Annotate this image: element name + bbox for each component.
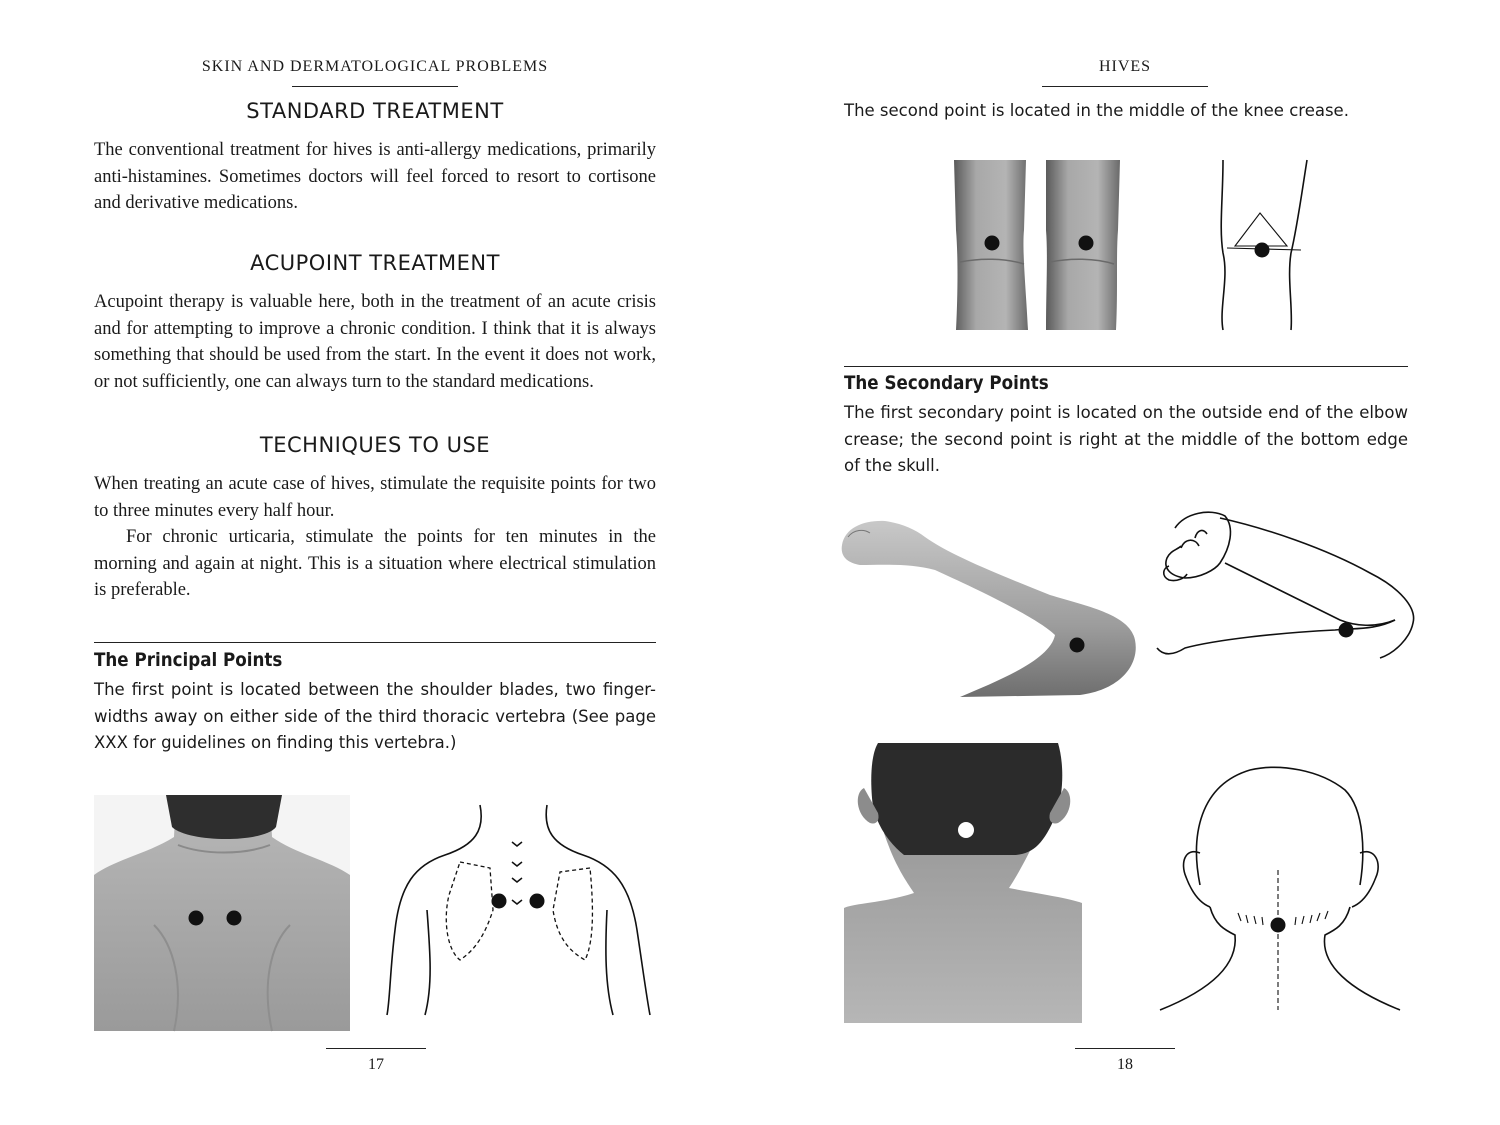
knee-photo xyxy=(950,160,1122,330)
heading-standard-treatment: STANDARD TREATMENT xyxy=(246,99,504,123)
back-photo xyxy=(94,795,350,1031)
acupoint-dot xyxy=(1339,623,1354,638)
techniques-text-1: When treating an acute case of hives, stimulate the requisite points for two to three minutes every half hour. xyxy=(94,474,656,521)
acupoint-dot xyxy=(985,236,1000,251)
back-diagram xyxy=(385,800,655,1015)
arm-photo xyxy=(840,515,1140,697)
heading-principal-points: The Principal Points xyxy=(94,649,283,671)
page-number-rule-left xyxy=(326,1048,426,1049)
section-divider-right xyxy=(844,366,1408,367)
acupoint-treatment-text: Acupoint therapy is valuable here, both in the treatment of an acute crisis and for attempting to improve a chronic condition. I think that it is always something that should be used from the start. In the event it does not work, or not sufficiently, one can always turn to the standard medications. xyxy=(94,292,656,392)
acupoint-dot xyxy=(492,894,507,909)
section-divider-left xyxy=(94,642,656,643)
heading-secondary-points: The Secondary Points xyxy=(844,372,1049,394)
heading-acupoint-treatment: ACUPOINT TREATMENT xyxy=(250,251,500,275)
page-number-right: 18 xyxy=(1117,1056,1133,1073)
principal-points-text: The first point is located between the shoulder blades, two finger-widths away on either side of the third thoracic vertebra (See page XXX for guidelines on finding this vertebra.) xyxy=(94,680,656,753)
running-head-right: HIVES xyxy=(1098,58,1152,75)
page-number-rule-right xyxy=(1075,1048,1175,1049)
heading-techniques: TECHNIQUES TO USE xyxy=(259,433,491,457)
acupoint-dot xyxy=(227,911,242,926)
acupoint-dot xyxy=(1255,243,1270,258)
standard-treatment-text: The conventional treatment for hives is anti-allergy medications, primarily anti-histamines. Sometimes doctors will feel forced to resort to cortisone and derivative medications. xyxy=(94,140,656,214)
techniques-text-2: For chronic urticaria, stimulate the points for ten minutes in the morning and again at night. This is a situation where electrical stimulation is preferable. xyxy=(94,527,656,601)
running-head-left: SKIN AND DERMATOLOGICAL PROBLEMS xyxy=(201,58,549,75)
knee-diagram xyxy=(1215,158,1310,333)
knee-point-text: The second point is located in the middle of the knee crease. xyxy=(844,101,1349,120)
page-number-left: 17 xyxy=(368,1056,384,1073)
running-head-rule-left xyxy=(292,86,458,87)
acupoint-dot xyxy=(1079,236,1094,251)
arm-diagram xyxy=(1155,508,1417,663)
acupoint-dot xyxy=(1271,918,1286,933)
acupoint-dot xyxy=(189,911,204,926)
acupoint-dot xyxy=(958,822,974,838)
neck-photo xyxy=(844,743,1082,1023)
secondary-points-text: The first secondary point is located on the outside end of the elbow crease; the second point is right at the middle of the bottom edge of the skull. xyxy=(844,403,1408,476)
acupoint-dot xyxy=(1070,638,1085,653)
acupoint-dot xyxy=(530,894,545,909)
head-diagram xyxy=(1160,765,1400,1013)
running-head-rule-right xyxy=(1042,86,1208,87)
